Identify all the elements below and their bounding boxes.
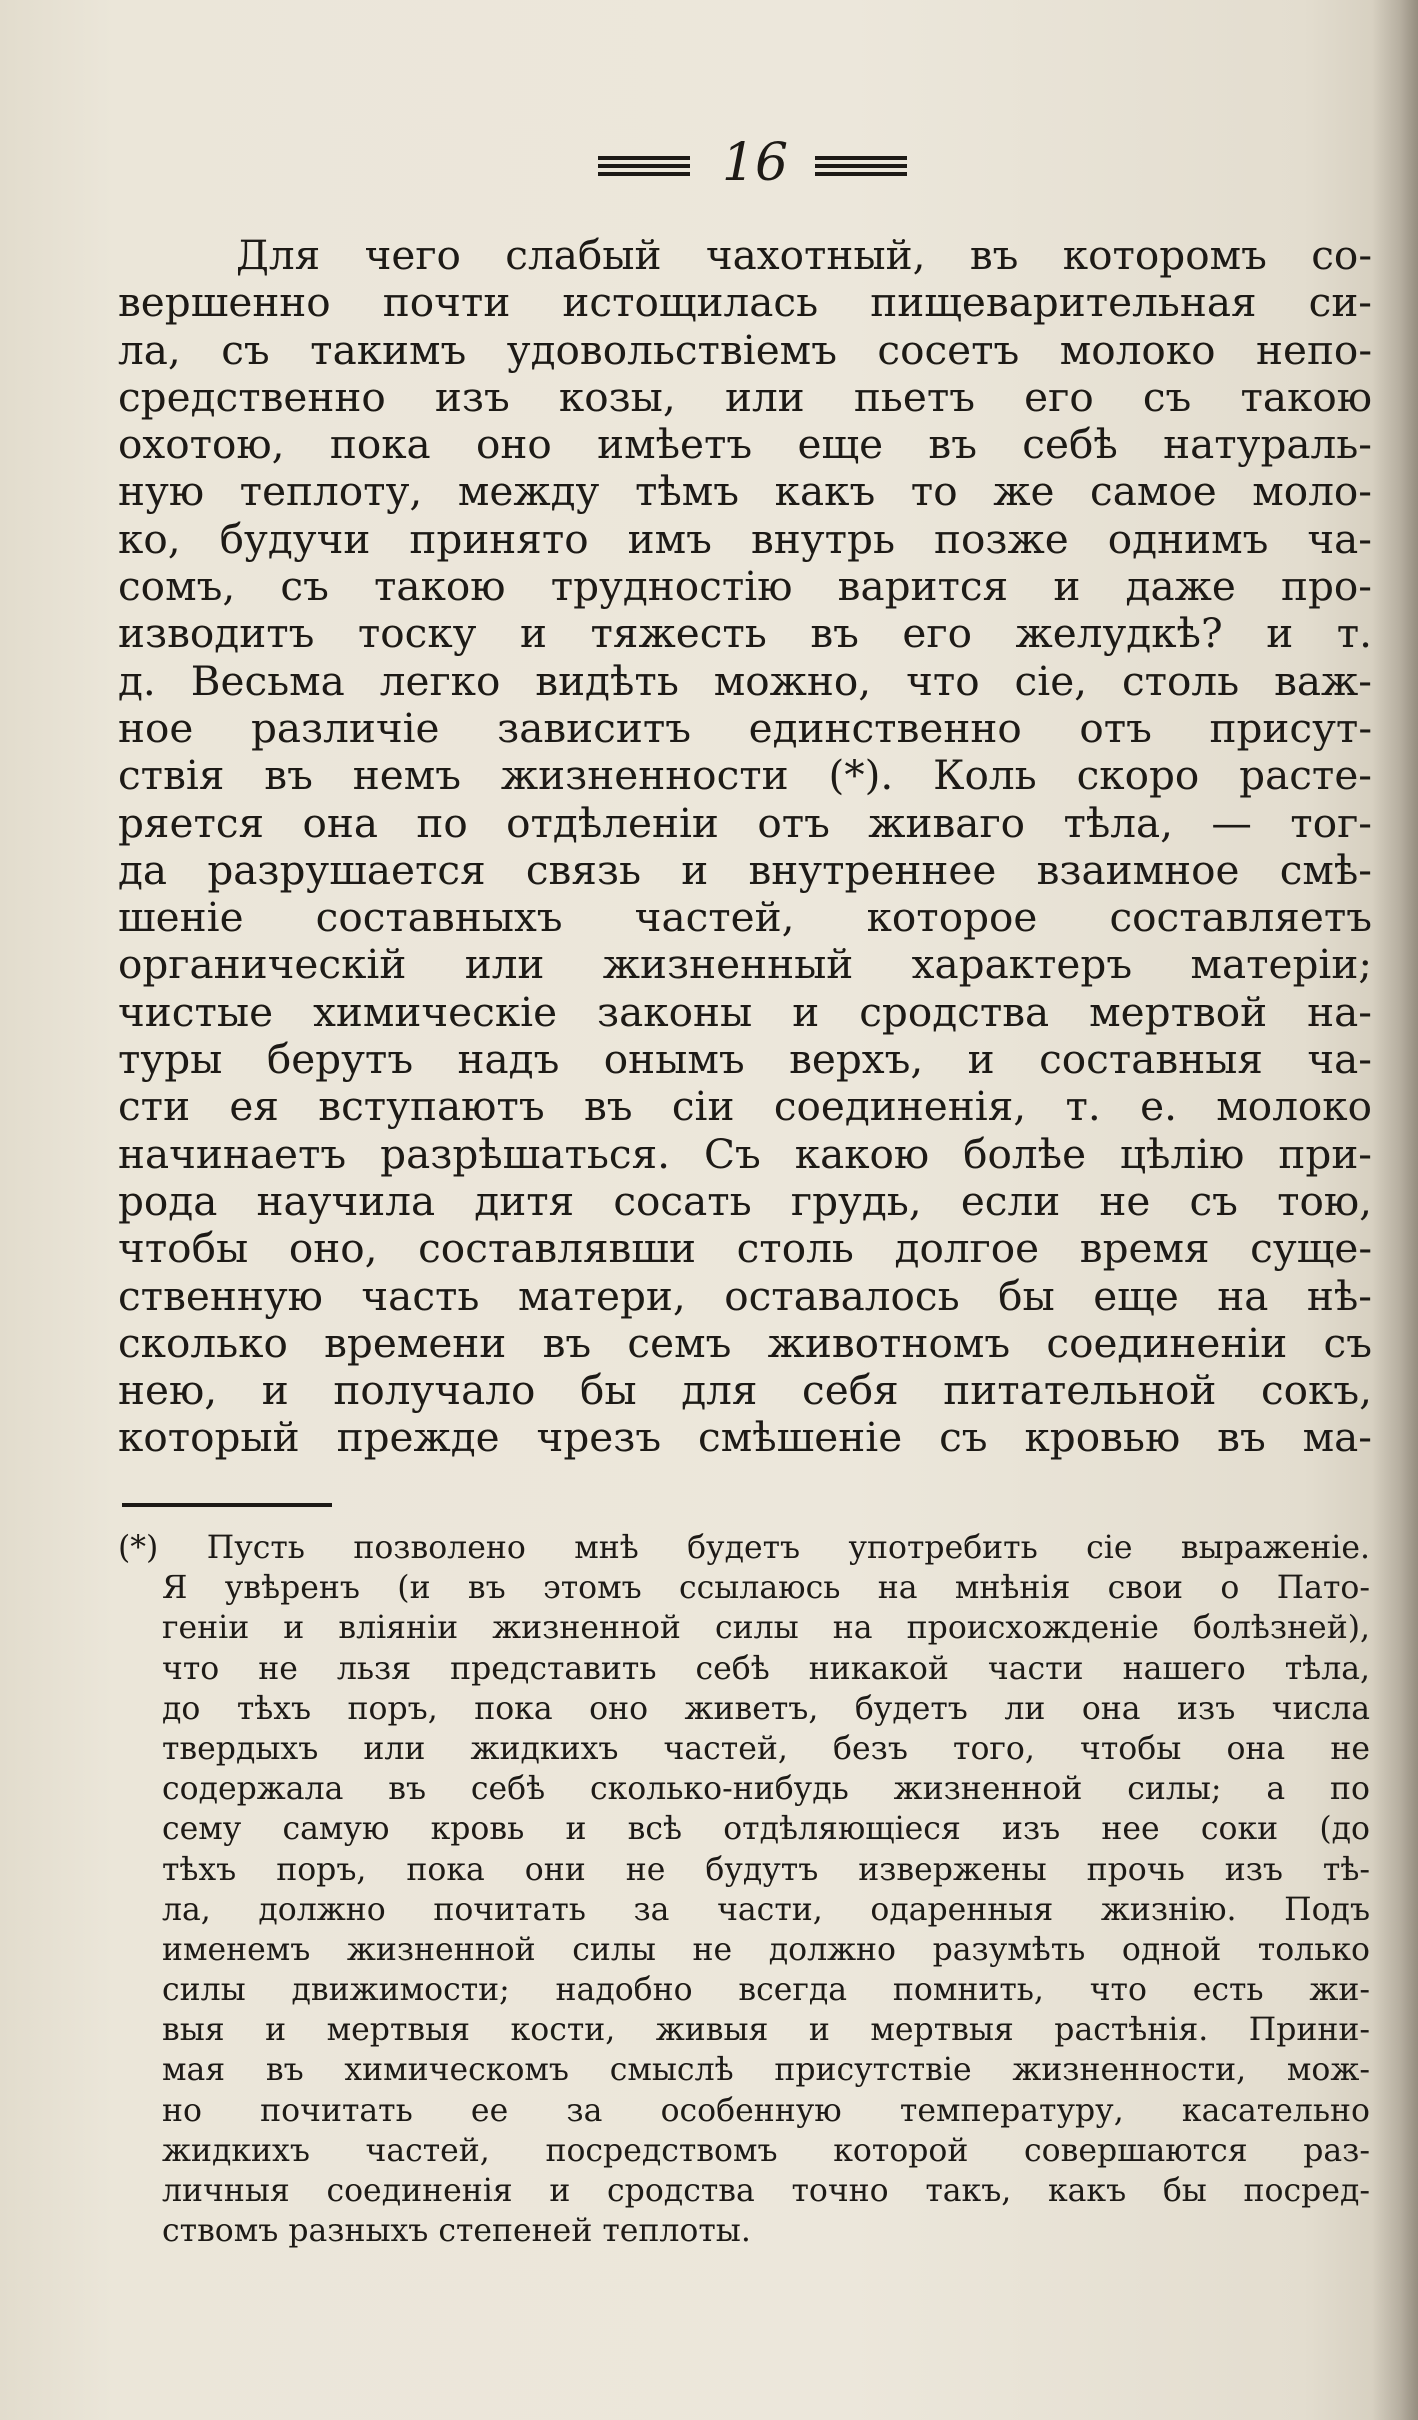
footnote-line: но почитать ее за особенную температуру, касательно: [162, 2092, 1370, 2129]
ornament-rule: [815, 172, 907, 176]
body-line: ственную часть матери, оставалось бы еще на нѣ-: [118, 1271, 1372, 1320]
ornament-rule: [815, 156, 907, 160]
body-line: рода научила дитя сосать грудь, если не съ тою,: [118, 1176, 1372, 1225]
body-line: органическiй или жизненный характеръ матерiи;: [118, 940, 1372, 989]
ornament-rule: [815, 164, 907, 168]
footnote-line: ствомъ разныхъ степеней теплоты.: [162, 2213, 751, 2250]
body-line: Для чего слабый чахотный, въ которомъ со-: [236, 231, 1372, 279]
body-line: средственно изъ козы, или пьетъ его съ такою: [118, 372, 1372, 421]
header-ornament-right: [815, 156, 907, 176]
footnote-line: (*) Пусть позволено мнѣ будетъ употребить сiе выраженiе.: [118, 1530, 1370, 1566]
body-line: сомъ, съ такою трудностiю варится и даже про-: [118, 562, 1372, 611]
ornament-rule: [598, 156, 690, 160]
footnote-line: твердыхъ или жидкихъ частей, безъ того, чтобы она не: [162, 1730, 1370, 1767]
ornament-rule: [598, 172, 690, 176]
footnote-line: генiи и влiянiи жизненной силы на происхожденiе болѣзней),: [162, 1610, 1370, 1647]
page-header: [0, 128, 1418, 198]
body-line: д. Весьма легко видѣть можно, что сiе, столь важ-: [118, 656, 1372, 705]
body-line: ствiя въ немъ жизненности (*). Коль скоро расте-: [118, 751, 1372, 800]
footnote-line: именемъ жизненной силы не должно разумѣть одной только: [162, 1931, 1370, 1968]
body-line: ное различiе зависитъ единственно отъ присут-: [118, 703, 1372, 752]
footnote-line: личныя соединенiя и сродства точно такъ, какъ бы посред-: [162, 2173, 1370, 2209]
body-line: охотою, пока оно имѣетъ еще въ себѣ натураль-: [118, 420, 1372, 469]
body-line: который прежде чрезъ смѣшенiе съ кровью въ ма-: [118, 1413, 1372, 1462]
body-line: нею, и получало бы для себя питательной сокъ,: [118, 1366, 1372, 1415]
body-line: ряется она по отдѣленiи отъ живаго тѣла, — тог-: [118, 798, 1372, 847]
body-line: ла, съ такимъ удовольствiемъ сосетъ молоко непо-: [118, 325, 1372, 374]
body-line: чистые химическiе законы и сродства мертвой на-: [118, 987, 1372, 1036]
body-line: начинаетъ разрѣшаться. Съ какою болѣе цѣлiю при-: [118, 1129, 1372, 1178]
ornament-rule: [598, 164, 690, 168]
footnote-line: силы движимости; надобно всегда помнить, что есть жи-: [162, 1972, 1370, 2009]
footnote-line: выя и мертвыя кости, живыя и мертвыя растѣнiя. Прини-: [162, 2012, 1370, 2049]
body-line: изводитъ тоску и тяжесть въ его желудкѣ? и т.: [118, 609, 1372, 658]
body-line: ко, будучи принято имъ внутрь позже однимъ ча-: [118, 514, 1372, 563]
page-gutter-shadow: [1372, 0, 1418, 2420]
footnote: [118, 1528, 1370, 2251]
body-line: ную теплоту, между тѣмъ какъ то же самое моло-: [118, 467, 1372, 516]
body-line: да разрушается связь и внутреннее взаимное смѣ-: [118, 845, 1372, 894]
footnote-line: что не льзя представить себѣ никакой части нашего тѣла,: [162, 1650, 1370, 1687]
page-number: 16: [721, 133, 789, 193]
footnote-separator: [122, 1503, 332, 1507]
footnote-line: жидкихъ частей, посредствомъ которой совершаются раз-: [162, 2132, 1370, 2169]
body-line: чтобы оно, составлявши столь долгое время суще-: [118, 1224, 1372, 1273]
body-line: сколько времени въ семъ животномъ соединенiи съ: [118, 1318, 1372, 1367]
footnote-line: до тѣхъ поръ, пока оно живетъ, будетъ ли она изъ числа: [162, 1690, 1370, 1727]
footnote-line: тѣхъ поръ, пока они не будутъ извержены прочь изъ тѣ-: [162, 1851, 1370, 1888]
footnote-line: мая въ химическомъ смыслѣ присутствiе жизненности, мож-: [162, 2052, 1370, 2089]
footnote-line: содержала въ себѣ сколько-нибудь жизненной силы; а по: [162, 1771, 1370, 1808]
header-ornament-left: [598, 156, 690, 176]
body-line: шенiе составныхъ частей, которое составляетъ: [118, 893, 1372, 942]
body-line: вершенно почти истощилась пищеварительная си-: [118, 278, 1372, 327]
footnote-line: Я увѣренъ (и въ этомъ ссылаюсь на мнѣнiя свои о Пато-: [162, 1570, 1370, 1607]
footnote-line: ла, должно почитать за части, одаренныя жизнiю. Подъ: [162, 1891, 1370, 1928]
body-line: сти ея вступаютъ въ сiи соединенiя, т. е. молоко: [118, 1082, 1372, 1131]
body-line: туры берутъ надъ онымъ верхъ, и составныя ча-: [118, 1035, 1372, 1084]
footnote-line: сему самую кровь и всѣ отдѣляющiеся изъ нее соки (до: [162, 1811, 1370, 1848]
body-text: [118, 232, 1372, 1462]
